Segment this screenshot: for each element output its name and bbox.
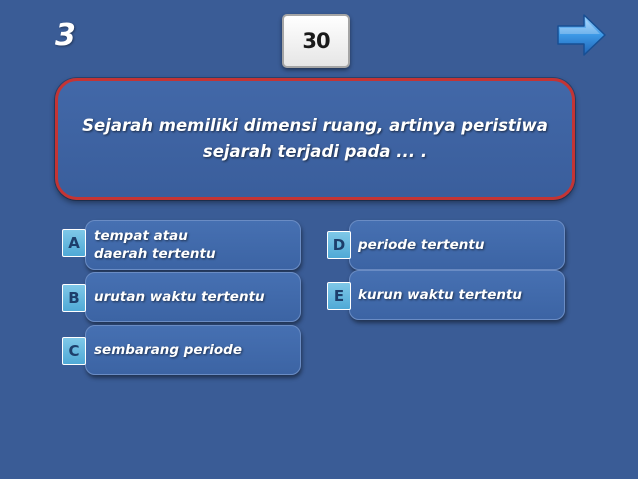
option-a-letter[interactable]: A [62, 229, 86, 257]
option-c-letter[interactable]: C [62, 337, 86, 365]
option-e-letter[interactable]: E [327, 282, 351, 310]
option-d-text: periode tertentu [358, 237, 485, 253]
countdown-timer [282, 14, 350, 68]
option-b-text: urutan waktu tertentu [94, 289, 265, 305]
option-a-text: tempat atau daerah tertentu [94, 228, 216, 262]
timer-value: 30 [302, 29, 330, 53]
question-text: Sejarah memiliki dimensi ruang, artinya peristiwa sejarah terjadi pada ... . [82, 116, 548, 161]
option-d[interactable] [349, 220, 565, 270]
option-d-letter[interactable]: D [327, 231, 351, 259]
next-button[interactable] [554, 10, 608, 60]
question-number: 3 [55, 18, 76, 53]
option-c-text: sembarang periode [94, 342, 242, 358]
option-e[interactable] [349, 270, 565, 320]
option-e-text: kurun waktu tertentu [358, 287, 523, 303]
option-c[interactable] [85, 325, 301, 375]
question-box [55, 78, 575, 200]
arrow-right-icon [554, 10, 608, 60]
option-b-letter[interactable]: B [62, 284, 86, 312]
option-b[interactable] [85, 272, 301, 322]
option-a[interactable] [85, 220, 301, 270]
